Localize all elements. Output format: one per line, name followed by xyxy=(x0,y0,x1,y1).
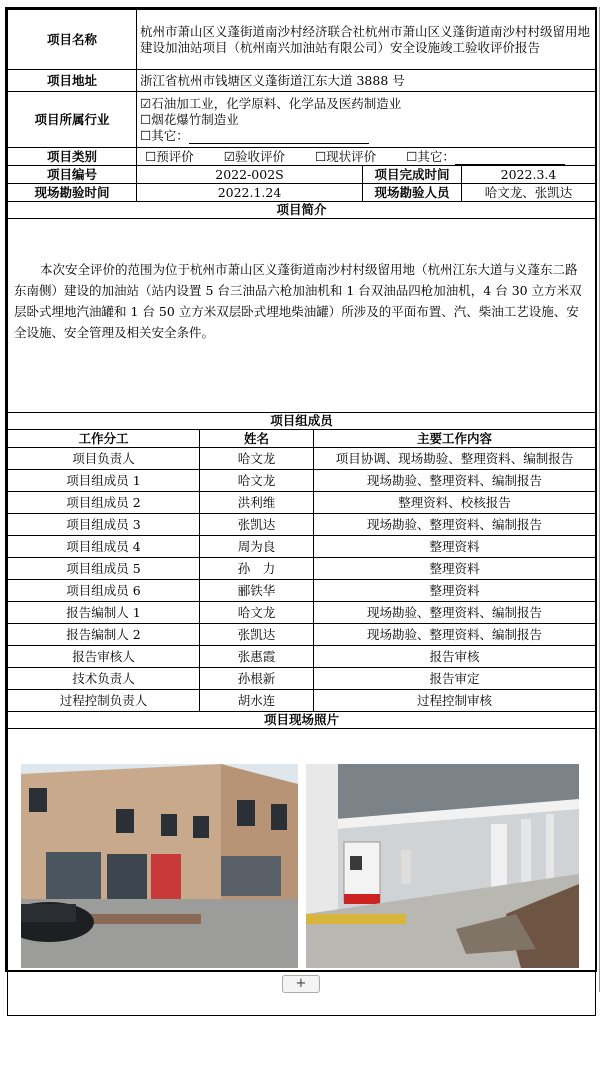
member-role: 项目组成员 2 xyxy=(8,492,200,514)
gas-station-photo xyxy=(306,764,579,968)
member-role: 项目组成员 3 xyxy=(8,514,200,536)
member-name: 哈文龙 xyxy=(200,602,314,624)
category-option[interactable]: ☐预评价 xyxy=(145,148,194,164)
member-role: 项目组成员 6 xyxy=(8,580,200,602)
member-work: 现场勘验、整理资料、编制报告 xyxy=(314,514,596,536)
member-work: 过程控制审核 xyxy=(314,690,596,712)
category-option[interactable]: ☐现状评价 xyxy=(314,148,377,164)
category-option[interactable]: ☐其它： xyxy=(406,149,565,164)
member-role: 项目组成员 5 xyxy=(8,558,200,580)
member-name: 哈文龙 xyxy=(200,448,314,470)
member-role: 项目组成员 1 xyxy=(8,470,200,492)
table-row xyxy=(8,624,596,646)
industry-option[interactable]: ☐其它： xyxy=(140,128,592,144)
member-name: 张凯达 xyxy=(200,514,314,536)
member-name: 张凯达 xyxy=(200,624,314,646)
column-header-work: 主要工作内容 xyxy=(314,430,596,448)
project-name-label: 项目名称 xyxy=(8,10,137,70)
member-work: 整理资料 xyxy=(314,536,596,558)
project-number-value: 2022-002S xyxy=(137,166,363,184)
project-number-label: 项目编号 xyxy=(8,166,137,184)
table-row xyxy=(8,690,596,712)
member-work: 项目协调、现场勘验、整理资料、编制报告 xyxy=(314,448,596,470)
table-row xyxy=(8,470,596,492)
survey-time-label: 现场勘验时间 xyxy=(8,184,137,202)
checkbox-icon: ☐ xyxy=(140,127,152,143)
checkbox-icon: ☐ xyxy=(314,148,327,164)
member-work: 现场勘验、整理资料、编制报告 xyxy=(314,624,596,646)
checkbox-icon: ☐ xyxy=(140,111,152,127)
blank-line xyxy=(455,152,565,165)
surveyor-value: 哈文龙、张凯达 xyxy=(462,184,596,202)
finish-time-value: 2022.3.4 xyxy=(462,166,596,184)
checkbox-icon: ☐ xyxy=(406,148,418,164)
add-button[interactable]: + xyxy=(282,975,320,993)
checkbox-icon: ☐ xyxy=(145,148,157,164)
page-edge-line xyxy=(599,7,600,992)
member-work: 现场勘验、整理资料、编制报告 xyxy=(314,470,596,492)
column-header-role: 工作分工 xyxy=(8,430,200,448)
member-name: 孙根新 xyxy=(200,668,314,690)
surveyor-label: 现场勘验人员 xyxy=(363,184,462,202)
member-work: 整理资料、校核报告 xyxy=(314,492,596,514)
member-role: 过程控制负责人 xyxy=(8,690,200,712)
member-name: 张惠霞 xyxy=(200,646,314,668)
industry-option[interactable]: ☐烟花爆竹制造业 xyxy=(140,111,239,127)
member-role: 报告编制人 2 xyxy=(8,624,200,646)
table-row xyxy=(8,536,596,558)
industry-options xyxy=(137,92,596,148)
member-name: 洪利维 xyxy=(200,492,314,514)
survey-time-value: 2022.1.24 xyxy=(137,184,363,202)
members-title: 项目组成员 xyxy=(8,413,596,430)
member-work: 报告审核 xyxy=(314,646,596,668)
member-name: 郦铁华 xyxy=(200,580,314,602)
member-name: 胡水连 xyxy=(200,690,314,712)
member-work: 现场勘验、整理资料、编制报告 xyxy=(314,602,596,624)
category-options xyxy=(137,148,596,166)
building-photo xyxy=(21,764,298,968)
photos-title: 项目现场照片 xyxy=(8,712,596,729)
summary-text: 本次安全评价的范围为位于杭州市萧山区义蓬街道南沙村村级留用地（杭州江东大道与义蓬东二路东南侧）建设的加油站（站内设置 5 台三油品六枪加油机和 1 台双油品四枪加油机，4 台 30 立方米双层卧式埋地汽油罐和 1 台 50 立方米双层卧式埋地柴油罐）所涉及的平面布置、汽、柴油工艺设施、安全设施、安全管理及相关安全条件。 xyxy=(8,219,596,413)
industry-option[interactable]: ☑石油加工业，化学原料、化学品及医药制造业 xyxy=(140,95,402,111)
category-label: 项目类别 xyxy=(8,148,137,166)
info-table xyxy=(7,9,596,413)
table-row xyxy=(8,448,596,470)
table-row xyxy=(8,602,596,624)
member-role: 报告编制人 1 xyxy=(8,602,200,624)
member-work: 整理资料 xyxy=(314,558,596,580)
member-role: 技术负责人 xyxy=(8,668,200,690)
summary-title: 项目简介 xyxy=(8,202,596,219)
member-role: 报告审核人 xyxy=(8,646,200,668)
table-row xyxy=(8,558,596,580)
table-row xyxy=(8,492,596,514)
project-address-value: 浙江省杭州市钱塘区义蓬街道江东大道 3888 号 xyxy=(137,70,596,92)
member-name: 周为良 xyxy=(200,536,314,558)
category-option[interactable]: ☑验收评价 xyxy=(223,148,285,164)
member-name: 哈文龙 xyxy=(200,470,314,492)
table-row xyxy=(8,580,596,602)
member-role: 项目组成员 4 xyxy=(8,536,200,558)
project-name-value: 杭州市萧山区义蓬街道南沙村经济联合社杭州市萧山区义蓬街道南沙村村级留用地建设加油站项目（杭州南兴加油站有限公司）安全设施竣工验收评价报告 xyxy=(137,10,596,70)
column-header-name: 姓名 xyxy=(200,430,314,448)
checkbox-icon: ☑ xyxy=(223,148,235,164)
table-row xyxy=(8,668,596,690)
industry-label: 项目所属行业 xyxy=(8,92,137,148)
member-name: 孙 力 xyxy=(200,558,314,580)
member-work: 整理资料 xyxy=(314,580,596,602)
member-work: 报告审定 xyxy=(314,668,596,690)
report-document xyxy=(5,7,597,972)
project-address-label: 项目地址 xyxy=(8,70,137,92)
table-row xyxy=(8,514,596,536)
member-role: 项目负责人 xyxy=(8,448,200,470)
members-table xyxy=(7,412,596,1016)
photos-cell xyxy=(8,729,596,1016)
members-rows xyxy=(8,448,596,712)
table-row xyxy=(8,646,596,668)
checkbox-icon: ☑ xyxy=(140,95,152,111)
finish-time-label: 项目完成时间 xyxy=(363,166,462,184)
blank-line xyxy=(189,131,369,144)
